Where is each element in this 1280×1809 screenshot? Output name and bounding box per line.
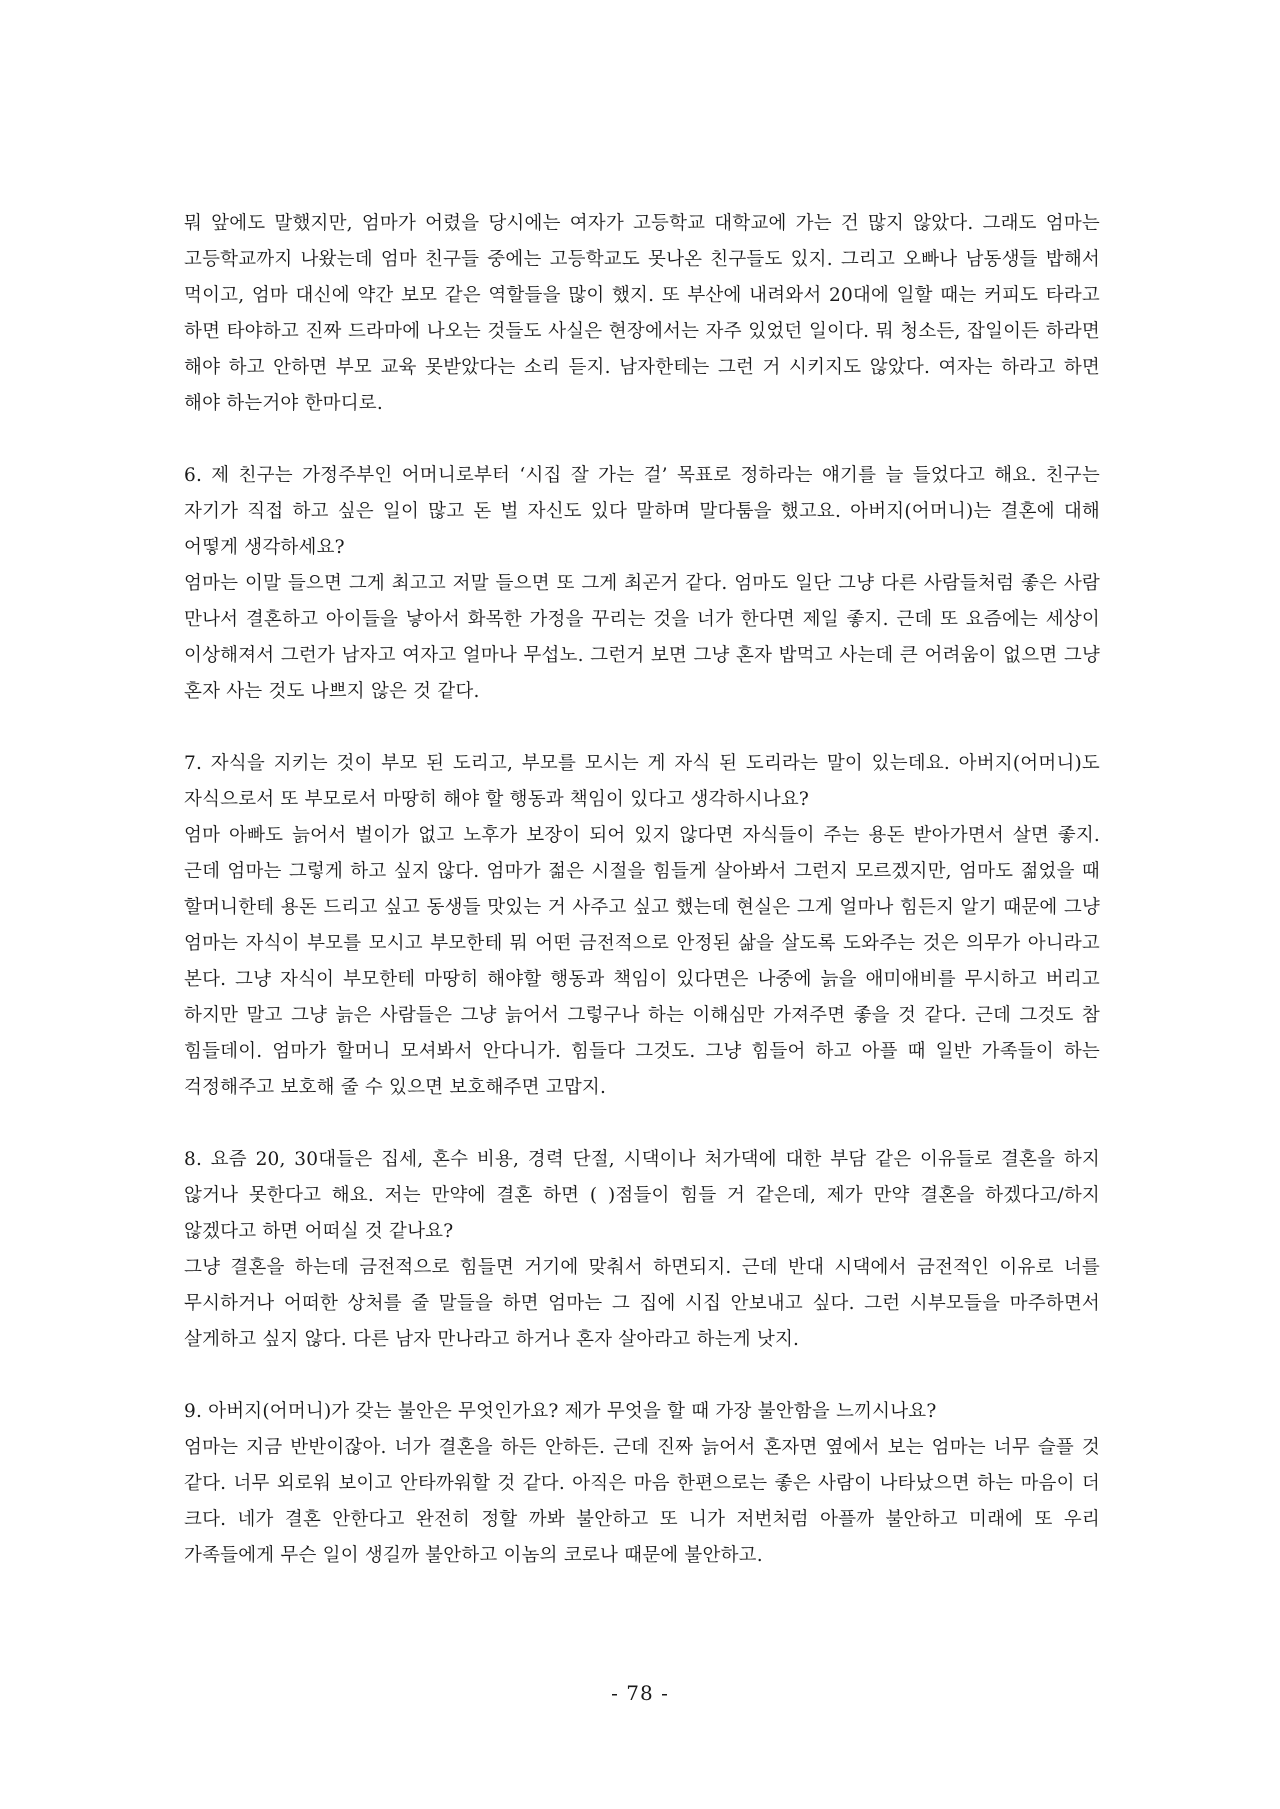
answer-paragraph: 뭐 앞에도 말했지만, 엄마가 어렸을 당시에는 여자가 고등학교 대학교에 가는 건 많지 않았다. 그래도 엄마는 고등학교까지 나왔는데 엄마 친구들 중에는 고등학교도 못나온 친구들도 있지. 그리고 오빠나 남동생들 밥해서 먹이고, 엄마 대신에 약간 보모 같은 역할들을 많이 했지. 또 부산에 내려와서 20대에 일할 때는 커피도 타라고 하면 타야하고 진짜 드라마에 나오는 것들도 사실은 현장에서는 자주 있었던 일이다. 뭐 청소든, 잡일이든 하라면 해야 하고 안하면 부모 교육 못받았다는 소리 듣지. 남자한테는 그런 거 시키지도 않았다. 여자는 하라고 하면 해야 하는거야 한마디로. [184,213,1100,414]
paragraph-block-intro [184,206,1100,422]
question-paragraph: 7. 자식을 지키는 것이 부모 된 도리고, 부모를 모시는 게 자식 된 도리라는 말이 있는데요. 아버지(어머니)도 자식으로서 또 부모로서 마땅히 해야 할 행동과 책임이 있다고 생각하시나요? [184,753,1100,810]
answer-paragraph: 엄마는 지금 반반이잖아. 너가 결혼을 하든 안하든. 근데 진짜 늙어서 혼자면 옆에서 보는 엄마는 너무 슬플 것 같다. 너무 외로워 보이고 안타까워할 것 같다. 아직은 마음 한편으로는 좋은 사람이 나타났으면 하는 마음이 더 크다. 네가 결혼 안한다고 완전히 정할 까봐 불안하고 또 니가 저번처럼 아플까 불안하고 미래에 또 우리 가족들에게 무슨 일이 생길까 불안하고 이놈의 코로나 때문에 불안하고. [184,1437,1100,1566]
question-block-7 [184,746,1100,1106]
document-body [184,206,1100,1574]
answer-paragraph: 엄마 아빠도 늙어서 벌이가 없고 노후가 보장이 되어 있지 않다면 자식들이 주는 용돈 받아가면서 살면 좋지. 근데 엄마는 그렇게 하고 싶지 않다. 엄마가 젊은 시절을 힘들게 살아봐서 그런지 모르겠지만, 엄마도 젊었을 때 할머니한테 용돈 드리고 싶고 동생들 맛있는 거 사주고 싶고 했는데 현실은 그게 얼마나 힘든지 알기 때문에 그냥 엄마는 자식이 부모를 모시고 부모한테 뭐 어떤 금전적으로 안정된 삶을 살도록 도와주는 것은 의무가 아니라고 본다. 그냥 자식이 부모한테 마땅히 해야할 행동과 책임이 있다면은 나중에 늙을 애미애비를 무시하고 버리고 하지만 말고 그냥 늙은 사람들은 그냥 늙어서 그렇구나 하는 이해심만 가져주면 좋을 것 같다. 근데 그것도 참 힘들데이. 엄마가 할머니 모셔봐서 안다니가. 힘들다 그것도. 그냥 힘들어 하고 아플 때 일반 가족들이 하는 걱정해주고 보호해 줄 수 있으면 보호해주면 고맙지. [184,825,1100,1098]
page-number: - 78 - [611,1681,669,1705]
question-paragraph: 8. 요즘 20, 30대들은 집세, 혼수 비용, 경력 단절, 시댁이나 처가댁에 대한 부담 같은 이유들로 결혼을 하지 않거나 못한다고 해요. 저는 만약에 결혼 하면 ( )점들이 힘들 거 같은데, 제가 만약 결혼을 하겠다고/하지 않겠다고 하면 어떠실 것 같나요? [184,1149,1100,1242]
question-paragraph: 6. 제 친구는 가정주부인 어머니로부터 ‘시집 잘 가는 걸’ 목표로 정하라는 얘기를 늘 들었다고 해요. 친구는 자기가 직접 하고 싶은 일이 많고 돈 벌 자신도 있다 말하며 말다툼을 했고요. 아버지(어머니)는 결혼에 대해 어떻게 생각하세요? [184,465,1100,558]
answer-paragraph: 엄마는 이말 들으면 그게 최고고 저말 들으면 또 그게 최곤거 같다. 엄마도 일단 그냥 다른 사람들처럼 좋은 사람 만나서 결혼하고 아이들을 낳아서 화목한 가정을 꾸리는 것을 너가 한다면 제일 좋지. 근데 또 요즘에는 세상이 이상해져서 그런가 남자고 여자고 얼마나 무섭노. 그런거 보면 그냥 혼자 밥먹고 사는데 큰 어려움이 없으면 그냥 혼자 사는 것도 나쁘지 않은 것 같다. [184,573,1100,702]
answer-paragraph: 그냥 결혼을 하는데 금전적으로 힘들면 거기에 맞춰서 하면되지. 근데 반대 시댁에서 금전적인 이유로 너를 무시하거나 어떠한 상처를 줄 말들을 하면 엄마는 그 집에 시집 안보내고 싶다. 그런 시부모들을 마주하면서 살게하고 싶지 않다. 다른 남자 만나라고 하거나 혼자 살아라고 하는게 낫지. [184,1257,1100,1350]
question-block-6 [184,458,1100,710]
question-block-9 [184,1394,1100,1574]
question-paragraph: 9. 아버지(어머니)가 갖는 불안은 무엇인가요? 제가 무엇을 할 때 가장 불안함을 느끼시나요? [184,1401,937,1422]
question-block-8 [184,1142,1100,1358]
